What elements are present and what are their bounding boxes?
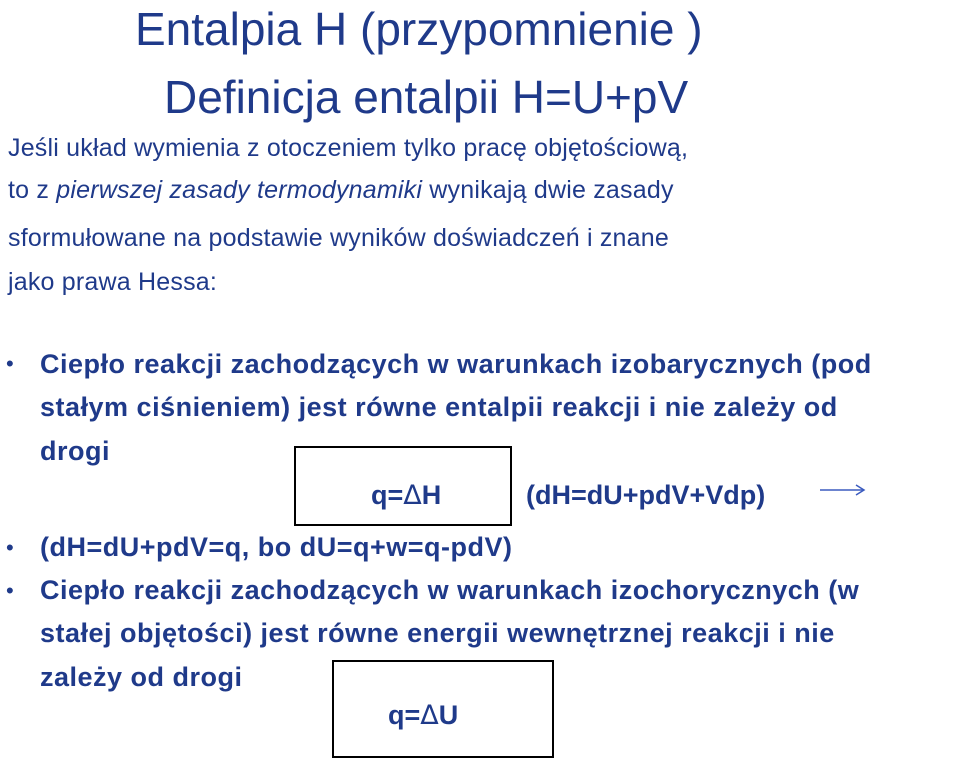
bullet-1-line-2: stałym ciśnieniem) jest równe entalpii reakcji i nie zależy od <box>40 392 838 422</box>
intro-line-2-end: wynikają dwie zasady <box>422 176 674 204</box>
bullet-1-line-3: drogi <box>40 436 110 466</box>
eq2-var: U <box>438 700 459 730</box>
arrow-right-icon <box>818 480 868 498</box>
bullet-3-line-1: Ciepło reakcji zachodzących w warunkach izochorycznych (w <box>40 575 860 605</box>
delta-icon: Δ <box>403 480 422 511</box>
intro-line-2-start: to z <box>8 176 57 204</box>
delta-icon: Δ <box>420 700 439 731</box>
bullet-3-line-3: zależy od drogi <box>40 662 243 692</box>
bullet-2-text: (dH=dU+pdV=q, bo dU=q+w=q-pdV) <box>40 532 513 562</box>
eq2-q: q= <box>388 700 421 730</box>
equation-q-delta-h <box>371 480 441 511</box>
slide-title: Entalpia H (przypomnienie ) <box>135 3 703 55</box>
intro-line-2 <box>8 176 674 205</box>
eq1-q: q= <box>371 480 404 510</box>
bullet-3-line-2: stałej objętości) jest równe energii wewnętrznej reakcji i nie <box>40 618 835 648</box>
bullet-1-line-1: Ciepło reakcji zachodzących w warunkach izobarycznych (pod <box>40 349 872 379</box>
bullet-marker-2: • <box>6 535 14 560</box>
intro-line-3: sformułowane na podstawie wyników doświadczeń i znane <box>8 224 669 252</box>
bullet-marker-1: • <box>6 351 14 376</box>
intro-italic-phrase: pierwszej zasady termodynamiki <box>56 176 423 204</box>
intro-line-1: Jeśli układ wymienia z otoczeniem tylko pracę objętościową, <box>8 134 689 162</box>
slide-subtitle: Definicja entalpii H=U+pV <box>164 71 689 123</box>
bullet-marker-3: • <box>6 578 14 603</box>
intro-line-4: jako prawa Hessa: <box>8 268 218 296</box>
equation-q-delta-u <box>388 700 458 731</box>
equation-dh-expansion: (dH=dU+pdV+Vdp) <box>526 480 766 510</box>
eq1-var: H <box>421 480 442 510</box>
